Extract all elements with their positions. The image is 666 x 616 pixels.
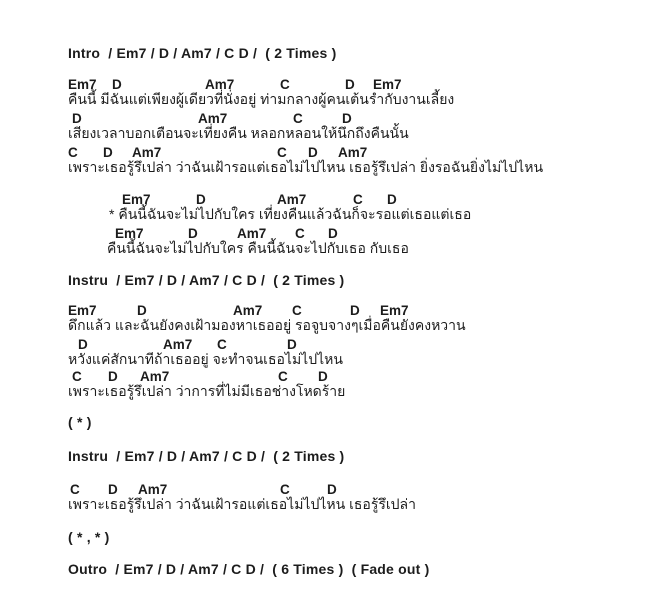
lyric-line-chorus-1: * คืนนี้ฉันจะไม่ไปกับใคร เที่ยงคืนแล้วฉันก็จะรอแต่เธอแต่เธอ [109, 206, 472, 222]
chord: C [293, 111, 303, 126]
chord: Am7 [205, 77, 235, 92]
chord: C [353, 192, 363, 207]
chord: D [345, 77, 355, 92]
chord: C [70, 482, 80, 497]
chord: Em7 [380, 303, 409, 318]
chord: Em7 [122, 192, 151, 207]
chord: D [287, 337, 297, 352]
lyric-line-v2-2: หวังแค่สักนาทีถ้าเธออยู่ จะทำจนเธอไม่ไปไหน [68, 351, 343, 367]
lyric-line-v1-1: คืนนี้ มีฉันแต่เพียงผู้เดียวที่นั่งอยู่ ท่ามกลางผู้คนเต้นรำกับงานเลี้ยง [68, 91, 455, 107]
chord: Am7 [338, 145, 368, 160]
chord: D [350, 303, 360, 318]
chord: D [342, 111, 352, 126]
chord: C [280, 482, 290, 497]
chord: D [137, 303, 147, 318]
chord: Am7 [138, 482, 168, 497]
chord: C [217, 337, 227, 352]
chord: D [328, 226, 338, 241]
outro-header: Outro / Em7 / D / Am7 / C D / ( 6 Times ) ( Fade out ) [68, 561, 430, 577]
repeat-marker-single: ( * ) [68, 414, 92, 430]
chord: C [280, 77, 290, 92]
chord: Em7 [68, 303, 97, 318]
lyric-line-chorus-2: คืนนี้ฉันจะไม่ไปกับใคร คืนนี้ฉันจะไปกับเธอ กับเธอ [107, 240, 409, 256]
instru-header-2: Instru / Em7 / D / Am7 / C D / ( 2 Times ) [68, 448, 345, 464]
chord: D [108, 482, 118, 497]
instru-header-1: Instru / Em7 / D / Am7 / C D / ( 2 Times ) [68, 272, 345, 288]
chord: Am7 [237, 226, 267, 241]
lyric-line-v2-1: ดึกแล้ว และฉันยังคงเฝ้ามองหาเธออยู่ รอจูบจางๆเมื่อคืนยังคงหวาน [68, 317, 466, 333]
chord: D [308, 145, 318, 160]
chord: D [72, 111, 82, 126]
lyric-line-v1-3: เพราะเธอรู้รึเปล่า ว่าฉันเฝ้ารอแต่เธอไม่ไปไหน เธอรู้รึเปล่า ยิ่งรอฉันยิ่งไม่ไปไหน [68, 159, 544, 175]
chord: D [78, 337, 88, 352]
chord: Am7 [277, 192, 307, 207]
chord: C [72, 369, 82, 384]
chord: C [278, 369, 288, 384]
chord: D [327, 482, 337, 497]
chord: D [387, 192, 397, 207]
chord: C [292, 303, 302, 318]
chord: C [277, 145, 287, 160]
lyric-line-preoutro: เพราะเธอรู้รึเปล่า ว่าฉันเฝ้ารอแต่เธอไม่ไปไหน เธอรู้รึเปล่า [68, 496, 416, 512]
repeat-marker-double: ( * , * ) [68, 529, 110, 545]
chord: Am7 [163, 337, 193, 352]
chord: Am7 [233, 303, 263, 318]
chord: Am7 [140, 369, 170, 384]
chord: Em7 [373, 77, 402, 92]
lyric-line-v2-3: เพราะเธอรู้รึเปล่า ว่าการที่ไม่มีเธอช่างโหดร้าย [68, 383, 346, 399]
chord: D [103, 145, 113, 160]
chord: D [108, 369, 118, 384]
chord: Em7 [115, 226, 144, 241]
chord: C [295, 226, 305, 241]
chord: Em7 [68, 77, 97, 92]
intro-header: Intro / Em7 / D / Am7 / C D / ( 2 Times ) [68, 45, 337, 61]
chord: Am7 [132, 145, 162, 160]
chord: D [112, 77, 122, 92]
chord: Am7 [198, 111, 228, 126]
chord: D [188, 226, 198, 241]
chord: D [318, 369, 328, 384]
chord: D [196, 192, 206, 207]
lyric-line-v1-2: เสียงเวลาบอกเตือนจะเที่ยงคืน หลอกหลอนให้นึกถึงคืนนั้น [68, 125, 409, 141]
chord: C [68, 145, 78, 160]
